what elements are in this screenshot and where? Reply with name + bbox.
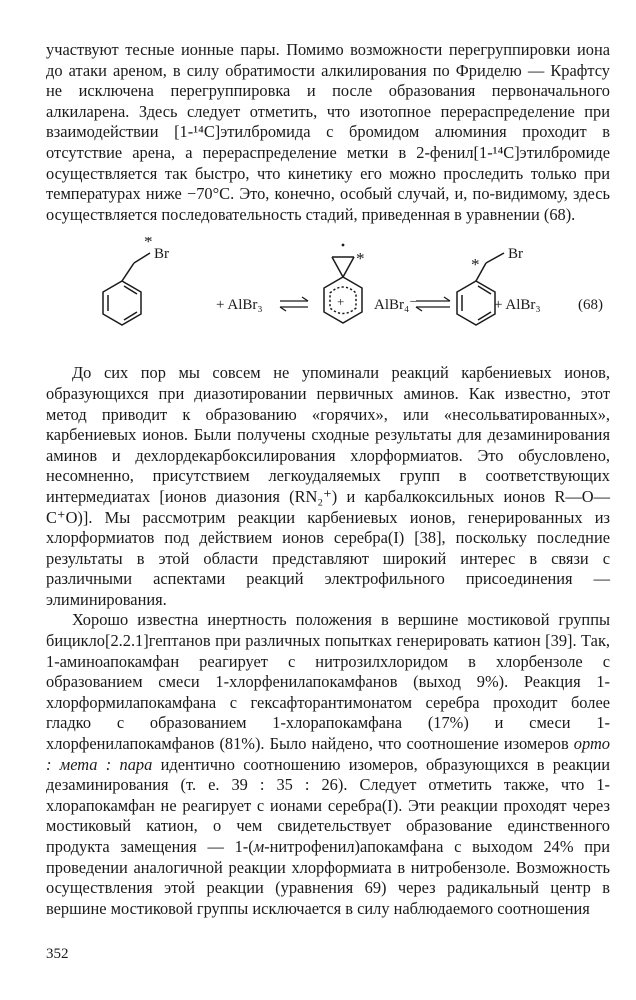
paragraph-3-part-3: -нитрофенил)апокамфана с выходом 24% при проведении аналогичной реакции хлорформиата в нитробензоле. Возможность осуществления этой реакции (уравнения 69) через радикальный центр в вершине мостиковой группы исключается в силу наблюдаемого соотношения (46, 837, 611, 918)
label-br-left: Br (154, 246, 169, 263)
label-star-spiro: * (356, 249, 365, 269)
page-number: 352 (46, 946, 69, 962)
paragraph-3-part-2: идентично соотношению изомеров, образующихся в реакции дезаминирования (т. е. 39 : 35 : 26). Следует отметить также, что 1-хлорапокамфан не реагирует с ионами серебра(I). Эти реакции проходят через мостиковый катион, о чем свидетельствует образование единственного продукта замещения — 1-( (46, 754, 611, 856)
isomer-ratio-italic: орто : мета : пара (46, 734, 610, 774)
page-content (46, 40, 610, 919)
paragraph-1: участвуют тесные ионные пары. Помимо возможности перегруппировки иона до атаки ареном, в силу обратимости алкилирования по Фриделю — Крафтсу не исключена перегруппировка и после образования первоначального алкиларена. Здесь следует отметить, что изотопное перераспределение при взаимодействии [1-¹⁴C]этилбромида с бромидом алюминия проходит в отсутствие арена, а перераспределение метки в 2-фенил[1-¹⁴C]этилбромиде осуществляется так быстро, что кинетику его можно проследить только при температурах ниже −70°C. Это, конечно, особый случай, и, по-видимому, здесь осуществляется последовательность стадий, приведенная в уравнении (68). (46, 40, 610, 224)
label-albr4: AlBr₄⁻ (374, 297, 418, 314)
paragraph-3-part-1: Хорошо известна инертность положения в вершине мостиковой группы бицикло[2.2.1]гептанов при различных попытках генерировать катион [39]. Так, 1-аминоапокамфан реагирует с нитрозилхлоридом в хлорбензоле с образованием смеси 1-хлорфенилапокамфанов (выход 9%). Реакция 1-хлорформилапокамфана с гексафторантимонатом серебра проходит более гладко с образованием 1-хлорапокамфана (17%) и смеси 1-хлорфенилапокамфанов (81%). Было найдено, что соотношение изомеров (46, 610, 610, 754)
reaction-scheme-68 (46, 237, 610, 349)
label-plus-albr3-right: + AlBr₃ (494, 297, 541, 314)
dot-marker (342, 244, 345, 247)
label-br-right: Br (508, 246, 523, 263)
scheme-drawing (46, 237, 610, 349)
paragraph-2: До сих пор мы совсем не упоминали реакций карбениевых ионов, образующихся при диазотировании первичных аминов. Как известно, этот метод приводит к образованию «горячих», или «несольватированных», карбениевых ионов. Были получены сходные результаты для дезаминирования аминов и дехлордекарбоксилирования хлорформиатов. Это обусловлено, несомненно, присутствием легкоудаляемых групп в соответствующих интермедиатах [ионов диазония (RN₂⁺) и карбалкоксильных ионов R—O—C⁺O)]. Мы рассмотрим реакции карбениевых ионов, генерированных из хлорформиатов под действием ионов серебра(I) [38], поскольку последние результаты в этой области представляют широкий интерес в связи с различными аспектами реакций электрофильного присоединения — элиминирования. (46, 363, 610, 609)
benzyl-bromide-left (103, 253, 150, 325)
equilibrium-arrow-2 (416, 297, 450, 311)
label-plus-charge: + (337, 294, 345, 310)
benzyl-bromide-right (457, 253, 504, 325)
label-star-right: * (471, 255, 480, 275)
paragraph-3 (46, 610, 610, 919)
label-plus-albr3-left: + AlBr₃ (216, 297, 263, 314)
equation-number: (68) (578, 297, 603, 314)
label-star-left: * (144, 237, 153, 252)
meta-prefix-italic: м (253, 837, 265, 856)
equilibrium-arrow-1 (280, 297, 308, 311)
